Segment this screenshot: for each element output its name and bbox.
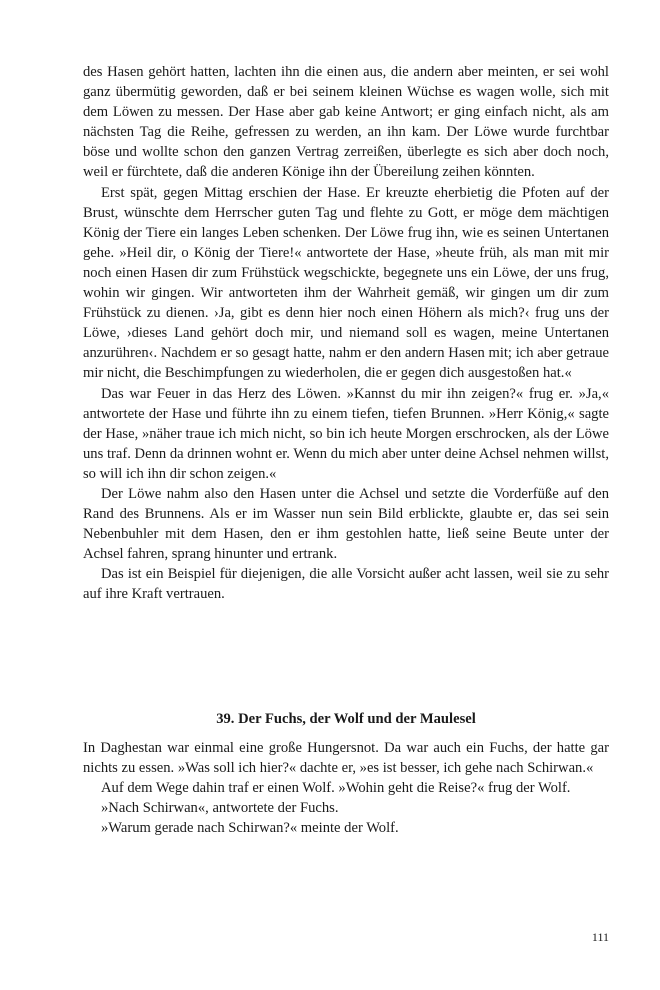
- paragraph: des Hasen gehört hatten, lachten ihn die einen aus, die andern aber meinten, er sei wohl ganz übermütig geworden, daß er bei seinem kleinen Wüchse es wagen wolle, sich mit dem Löwen zu messen. Der Hase aber gab keine Antwort; er ging einfach nicht, als am nächsten Tag die Reihe, gefressen zu werden, an ihn kam. Der Löwe wurde furchtbar böse und wollte schon den ganzen Vertrag zerreißen, überlegte es sich aber doch noch, weil er fürchtete, daß die anderen Könige ihn der Übereilung zeihen könnten.: [83, 64, 609, 181]
- paragraph: Auf dem Wege dahin traf er einen Wolf. »Wohin geht die Reise?« frug der Wolf.: [101, 780, 571, 797]
- paragraph: »Warum gerade nach Schirwan?« meinte der Wolf.: [101, 820, 399, 837]
- paragraph: In Daghestan war einmal eine große Hungersnot. Da war auch ein Fuchs, der hatte gar nichts zu essen. »Was soll ich hier?« dachte er, »es ist besser, ich gehe nach Schirwan.«: [83, 740, 609, 777]
- story-continuation: [83, 62, 609, 605]
- paragraph: Erst spät, gegen Mittag erschien der Hase. Er kreuzte eherbietig die Pfoten auf der Brust, wünschte dem Herrscher guten Tag und flehte zu Gott, er möge dem mächtigen König der Tiere ein langes Leben schenken. Der Löwe frug ihn, wie es seinen Untertanen gehe. »Heil dir, o König der Tiere!« antwortete der Hase, »heute früh, als man mit mir noch einen Hasen dir zum Frühstück wegschickte, begegnete uns ein Löwe, der uns frug, wohin wir gingen. Wir antworteten ihm der Wahrheit gemäß, wir gingen um dir zum Frühstück zu dienen. ›Ja, gibt es denn hier noch einen Höhern als mich?‹ frug uns der Löwe, ›dieses Land gehört doch mir, und niemand soll es wagen, meine Untertanen anzurühren‹. Nachdem er so gesagt hatte, nahm er den andern Hasen mit; ich aber getraue mir nicht, die Beschimpfungen zu wiederholen, die er gegen dich ausgestoßen hat.«: [83, 184, 609, 382]
- story-heading: 39. Der Fuchs, der Wolf und der Maulesel: [216, 711, 476, 727]
- story-body: [83, 738, 609, 838]
- page-number: 111: [591, 930, 609, 944]
- paragraph: Der Löwe nahm also den Hasen unter die Achsel und setzte die Vorderfüße auf den Rand des Brunnens. Als er im Wasser nun sein Bild erblickte, glaubte er, das sei sein Nebenbuhler mit dem Hasen, den er ihm gestohlen hatte, ließ seine Beute unter der Achsel fahren, sprang hinunter und ertrank.: [83, 485, 609, 563]
- paragraph: »Nach Schirwan«, antwortete der Fuchs.: [101, 800, 339, 817]
- paragraph: Das ist ein Beispiel für diejenigen, die alle Vorsicht außer acht lassen, weil sie zu sehr auf ihre Kraft vertrauen.: [83, 566, 609, 603]
- paragraph: Das war Feuer in das Herz des Löwen. »Kannst du mir ihn zeigen?« frug er. »Ja,« antwortete der Hase und führte ihn zu einem tiefen, tiefen Brunnen. »Herr König,« sagte der Hase, »näher traue ich mich nicht, so bin ich heute Morgen erschrocken, als der Löwe uns traf. Denn da drinnen wohnt er. Wenn du mich aber unter deine Achsel nehmen willst, so will ich ihn dir schon zeigen.«: [83, 385, 609, 482]
